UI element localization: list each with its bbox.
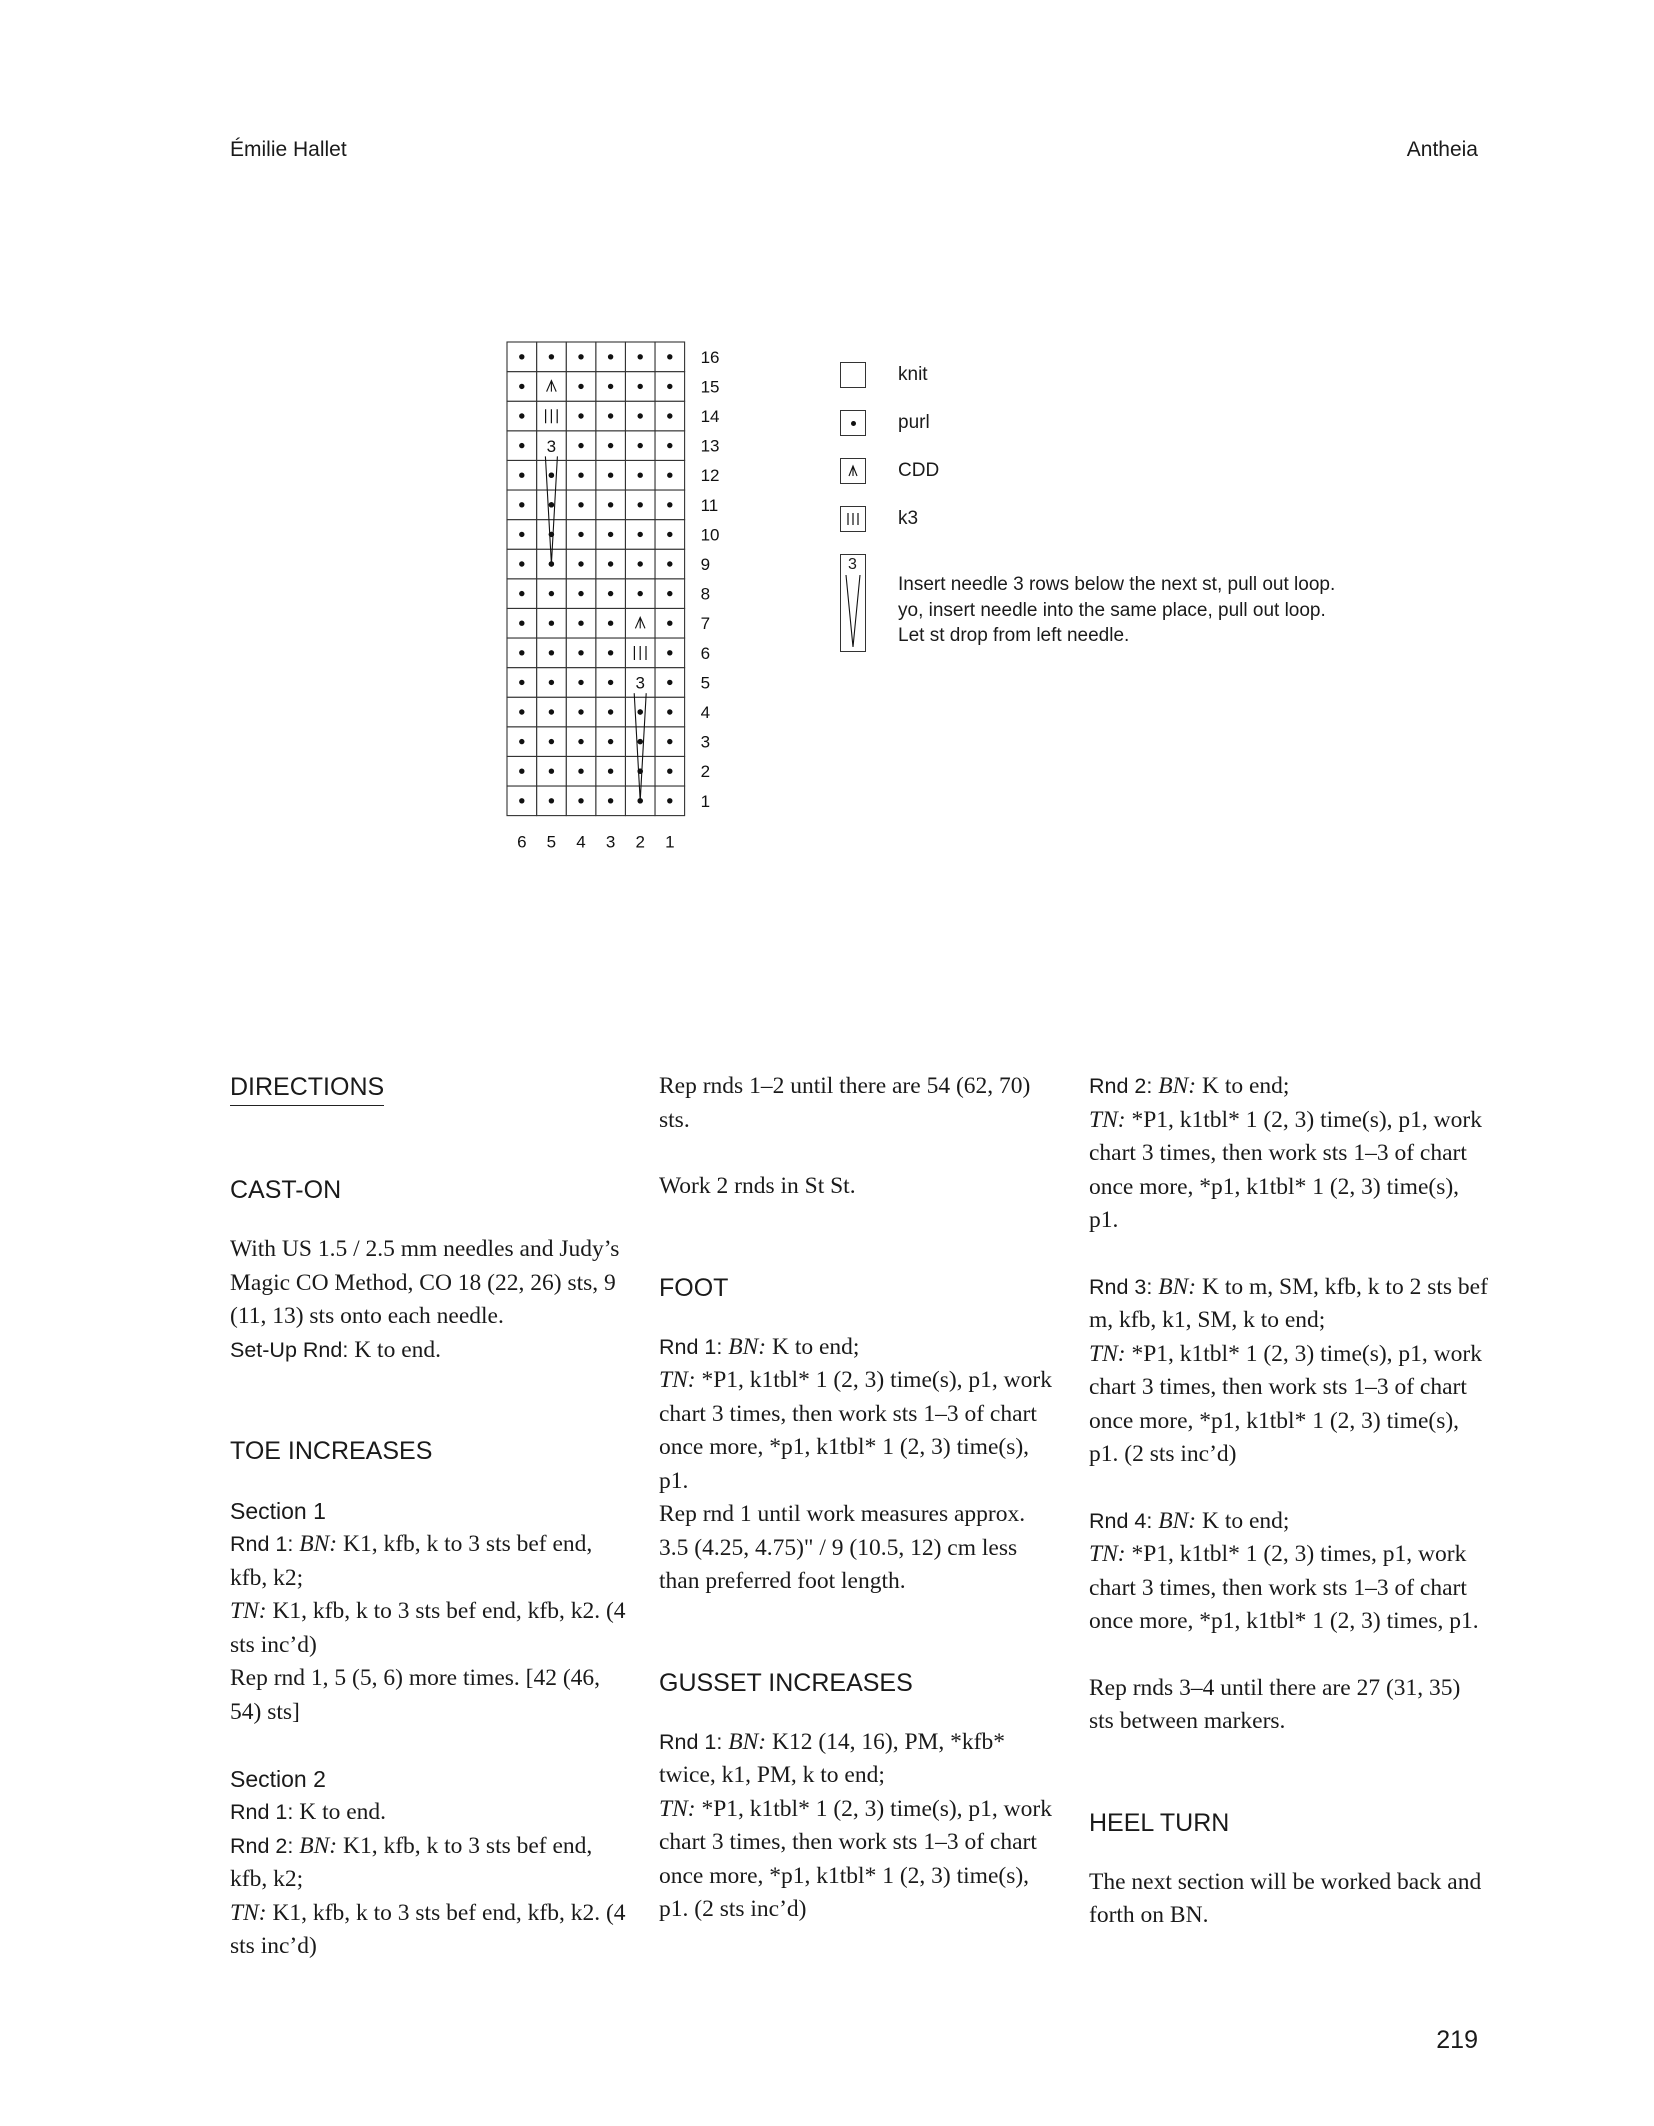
chart-column-number: 5 bbox=[546, 832, 557, 852]
chart-row-number: 1 bbox=[700, 791, 711, 811]
g-rnd4-bn-text: K to end; bbox=[1196, 1507, 1290, 1534]
purl-dot bbox=[519, 413, 524, 418]
drop-stitch-symbol-icon bbox=[840, 554, 866, 652]
chart-row-number: 9 bbox=[700, 555, 711, 574]
purl-dot bbox=[667, 561, 672, 566]
bn-label: BN: bbox=[728, 1728, 767, 1755]
purl-dot bbox=[549, 591, 554, 596]
bn-label: BN: bbox=[299, 1832, 338, 1859]
tn-label: TN: bbox=[1089, 1541, 1126, 1567]
g-repeat: Rep rnds 3–4 until there are 27 (31, 35) sts between markers. bbox=[1089, 1674, 1461, 1734]
purl-dot bbox=[578, 591, 583, 596]
g-rnd3-label: Rnd 3: bbox=[1089, 1274, 1153, 1299]
foot-rnd1-bn bbox=[659, 1331, 1059, 1365]
chart-row-number: 7 bbox=[700, 614, 711, 634]
chart-row-number: 3 bbox=[700, 732, 711, 752]
purl-dot bbox=[638, 443, 643, 448]
purl-dot bbox=[549, 354, 554, 359]
purl-dot bbox=[578, 413, 583, 418]
tn-label: TN: bbox=[230, 1598, 267, 1624]
s2-rnd1-text: K to end. bbox=[293, 1799, 387, 1825]
purl-dot bbox=[549, 769, 554, 774]
chart-row-number: 5 bbox=[700, 673, 711, 693]
purl-dot bbox=[578, 650, 583, 655]
bn-label: BN: bbox=[728, 1333, 767, 1360]
purl-dot bbox=[578, 502, 583, 507]
purl-dot bbox=[667, 769, 672, 774]
setup-round bbox=[230, 1334, 630, 1368]
purl-dot bbox=[608, 650, 613, 655]
purl-dot bbox=[608, 591, 613, 596]
g-rnd4-tn bbox=[1089, 1538, 1489, 1639]
purl-dot bbox=[638, 561, 643, 566]
purl-dot bbox=[608, 354, 613, 359]
purl-dot bbox=[638, 502, 643, 507]
purl-dot bbox=[667, 621, 672, 626]
legend-knit bbox=[840, 362, 928, 388]
legend-purl bbox=[840, 410, 930, 436]
purl-dot bbox=[608, 680, 613, 685]
s2-rnd2-tn bbox=[230, 1897, 630, 1964]
purl-dot bbox=[549, 680, 554, 685]
chart-grid bbox=[507, 342, 685, 816]
purl-dot bbox=[667, 413, 672, 418]
purl-dot bbox=[519, 621, 524, 626]
chart-row-number: 6 bbox=[700, 643, 711, 663]
legend-cdd bbox=[840, 458, 940, 484]
tn-label: TN: bbox=[659, 1795, 696, 1822]
legend-cdd-label: CDD bbox=[898, 460, 940, 481]
g-rnd3-tn-text: *P1, k1tbl* 1 (2, 3) time(s), p1, work chart 3 times, then work sts 1–3 of chart once more, *p1, k1tbl* 1 (2, 3) time(s), p1. (2 sts inc’d) bbox=[1089, 1340, 1482, 1467]
purl-dot bbox=[667, 384, 672, 389]
bn-label: BN: bbox=[1158, 1073, 1197, 1099]
purl-dot bbox=[608, 739, 613, 744]
purl-dot bbox=[578, 680, 583, 685]
purl-dot bbox=[578, 473, 583, 478]
purl-dot bbox=[578, 354, 583, 359]
purl-dot bbox=[638, 798, 643, 803]
chart-row-number: 10 bbox=[700, 525, 720, 545]
purl-dot bbox=[519, 680, 524, 685]
legend-k3-label: k3 bbox=[898, 508, 919, 529]
s1-rnd1-bn-text: K1, kfb, k to 3 sts bef end, kfb, k2; bbox=[230, 1531, 593, 1591]
legend-knit-label: knit bbox=[898, 364, 928, 385]
heel-turn-heading: HEEL TURN bbox=[1089, 1808, 1230, 1837]
stitch-chart bbox=[505, 340, 745, 860]
bn-label: BN: bbox=[1158, 1507, 1197, 1534]
purl-dot bbox=[608, 769, 613, 774]
tn-label: TN: bbox=[659, 1367, 696, 1393]
loop-marker-label: 3 bbox=[635, 673, 645, 693]
chart-row-number: 15 bbox=[700, 377, 720, 397]
purl-dot bbox=[638, 384, 643, 389]
s2-rnd2-label: Rnd 2: bbox=[230, 1833, 294, 1858]
g-rnd4-bn bbox=[1089, 1505, 1489, 1539]
work-rounds-text: Work 2 rnds in St St. bbox=[659, 1173, 856, 1199]
purl-dot bbox=[638, 739, 643, 744]
chart-row-number: 4 bbox=[700, 703, 711, 722]
purl-dot bbox=[549, 650, 554, 655]
foot-rnd1-label: Rnd 1: bbox=[659, 1334, 723, 1359]
section-1-heading: Section 1 bbox=[230, 1498, 326, 1524]
g-rnd2-tn-text: *P1, k1tbl* 1 (2, 3) time(s), p1, work chart 3 times, then work sts 1–3 of chart once more, *p1, k1tbl* 1 (2, 3) time(s), p1. bbox=[1089, 1106, 1482, 1233]
purl-dot bbox=[519, 443, 524, 448]
purl-dot bbox=[519, 502, 524, 507]
section-2-heading: Section 2 bbox=[230, 1766, 326, 1792]
purl-dot bbox=[608, 798, 613, 803]
purl-dot bbox=[638, 532, 643, 537]
chart-column-number: 6 bbox=[517, 832, 527, 852]
purl-dot bbox=[578, 532, 583, 537]
cdd-symbol-icon bbox=[840, 458, 866, 484]
chart-row-number: 8 bbox=[700, 584, 711, 604]
purl-dot bbox=[519, 798, 524, 803]
purl-dot bbox=[519, 591, 524, 596]
tn-label: TN: bbox=[1089, 1340, 1126, 1367]
purl-dot bbox=[638, 473, 643, 478]
foot-rnd1-bn-text: K to end; bbox=[766, 1333, 860, 1360]
purl-dot bbox=[608, 621, 613, 626]
purl-dot bbox=[549, 621, 554, 626]
purl-dot bbox=[667, 354, 672, 359]
pattern-title: Antheia bbox=[1406, 138, 1478, 161]
purl-dot bbox=[638, 709, 643, 714]
column-2 bbox=[659, 1070, 1059, 1927]
chart-row-number: 12 bbox=[700, 466, 720, 486]
legend-drop-stitch bbox=[840, 554, 1336, 652]
purl-dot bbox=[608, 413, 613, 418]
purl-dot bbox=[519, 532, 524, 537]
g-rnd4-tn-text: *P1, k1tbl* 1 (2, 3) times, p1, work chart 3 times, then work sts 1–3 of chart once more, *p1, k1tbl* 1 (2, 3) times, p1. bbox=[1089, 1541, 1479, 1634]
column-3 bbox=[1089, 1070, 1489, 1933]
purl-dot bbox=[638, 769, 643, 774]
chart-column-number: 3 bbox=[605, 832, 616, 852]
cast-on-text: With US 1.5 / 2.5 mm needles and Judy’s Magic CO Method, CO 18 (22, 26) sts, 9 (11, 13) sts onto each needle. bbox=[230, 1236, 620, 1329]
purl-dot bbox=[519, 561, 524, 566]
purl-dot bbox=[667, 709, 672, 714]
purl-dot bbox=[578, 769, 583, 774]
g-rnd3-bn-text: K to m, SM, kfb, k to 2 sts bef m, kfb, k1, SM, k to end; bbox=[1089, 1273, 1488, 1333]
purl-dot bbox=[519, 384, 524, 389]
g-rnd3-bn bbox=[1089, 1271, 1489, 1338]
purl-dot bbox=[608, 443, 613, 448]
chart-row-number: 14 bbox=[700, 407, 720, 426]
purl-dot bbox=[667, 473, 672, 478]
g-rnd3-tn bbox=[1089, 1338, 1489, 1472]
cast-on-heading: CAST-ON bbox=[230, 1176, 342, 1204]
gusset-rnd1-bn-text: K12 (14, 16), PM, *kfb* twice, k1, PM, k to end; bbox=[659, 1728, 1006, 1788]
s2-rnd1 bbox=[230, 1796, 630, 1830]
legend-purl-label: purl bbox=[898, 412, 930, 433]
purl-dot bbox=[608, 384, 613, 389]
chart-row-number: 13 bbox=[700, 436, 720, 456]
purl-dot bbox=[638, 413, 643, 418]
gusset-rnd1-tn bbox=[659, 1793, 1059, 1927]
purl-dot bbox=[667, 443, 672, 448]
s1-rnd1-label: Rnd 1: bbox=[230, 1532, 294, 1556]
purl-dot bbox=[578, 561, 583, 566]
purl-dot bbox=[667, 739, 672, 744]
chart-column-number: 4 bbox=[576, 832, 586, 852]
loop-marker-label: 3 bbox=[546, 436, 557, 456]
heel-turn-text: The next section will be worked back and forth on BN. bbox=[1089, 1868, 1482, 1928]
purl-dot bbox=[578, 739, 583, 744]
purl-dot bbox=[608, 709, 613, 714]
foot-repeat: Rep rnd 1 until work measures approx. 3.5 (4.25, 4.75)" / 9 (10.5, 12) cm less than preferred foot length. bbox=[659, 1501, 1026, 1594]
s2-rnd2-bn-text: K1, kfb, k to 3 sts bef end, kfb, k2; bbox=[230, 1832, 593, 1892]
knit-symbol-icon bbox=[840, 362, 866, 388]
purl-dot bbox=[667, 591, 672, 596]
page-number: 219 bbox=[1436, 2026, 1478, 2054]
purl-dot bbox=[667, 798, 672, 803]
s1-repeat: Rep rnd 1, 5 (5, 6) more times. [42 (46, 54) sts] bbox=[230, 1665, 601, 1725]
purl-dot bbox=[667, 650, 672, 655]
g-rnd2-bn-text: K to end; bbox=[1196, 1073, 1290, 1099]
purl-dot bbox=[578, 443, 583, 448]
chart-row-number: 2 bbox=[700, 762, 711, 782]
purl-dot bbox=[578, 798, 583, 803]
purl-dot bbox=[608, 473, 613, 478]
legend-drop-stitch-text: Insert needle 3 rows below the next st, pull out loop. yo, insert needle into the same place, pull out loop. Let st drop from left needle. bbox=[898, 574, 1336, 646]
purl-dot bbox=[549, 502, 554, 507]
s2-rnd2-tn-text: K1, kfb, k to 3 sts bef end, kfb, k2. (4 sts inc’d) bbox=[230, 1899, 626, 1959]
s1-rnd1-tn-text: K1, kfb, k to 3 sts bef end, kfb, k2. (4 sts inc’d) bbox=[230, 1598, 626, 1658]
chart-row-numbers bbox=[701, 348, 720, 811]
purl-symbol-icon bbox=[840, 410, 866, 436]
g-rnd2-label: Rnd 2: bbox=[1089, 1074, 1153, 1098]
purl-dot bbox=[549, 561, 554, 566]
chart-column-number: 2 bbox=[635, 832, 645, 852]
g-rnd2-tn bbox=[1089, 1104, 1489, 1238]
directions-heading: DIRECTIONS bbox=[230, 1070, 384, 1106]
gusset-increases-heading: GUSSET INCREASES bbox=[659, 1668, 913, 1697]
bn-label: BN: bbox=[299, 1531, 338, 1557]
purl-dot bbox=[549, 798, 554, 803]
g-rnd2-bn bbox=[1089, 1070, 1489, 1104]
legend-k3 bbox=[840, 506, 919, 532]
s2-rnd2-bn bbox=[230, 1830, 630, 1897]
s2-rnd1-label: Rnd 1: bbox=[230, 1800, 294, 1824]
purl-dot bbox=[608, 502, 613, 507]
purl-dot bbox=[638, 591, 643, 596]
chart-row-number: 11 bbox=[700, 495, 719, 515]
gusset-rnd1-bn bbox=[659, 1726, 1059, 1793]
purl-dot bbox=[549, 709, 554, 714]
foot-rnd1-tn-text: *P1, k1tbl* 1 (2, 3) time(s), p1, work chart 3 times, then work sts 1–3 of chart once more, *p1, k1tbl* 1 (2, 3) time(s), p1. bbox=[659, 1367, 1052, 1494]
purl-dot bbox=[549, 739, 554, 744]
s1-rnd1-bn bbox=[230, 1528, 630, 1595]
drop-stitch-glyph: 3 bbox=[848, 556, 857, 573]
purl-dot bbox=[667, 532, 672, 537]
purl-dot bbox=[519, 769, 524, 774]
s1-rnd1-tn bbox=[230, 1595, 630, 1662]
bn-label: BN: bbox=[1158, 1273, 1197, 1300]
purl-dot bbox=[578, 384, 583, 389]
toe-increases-heading: TOE INCREASES bbox=[230, 1437, 433, 1465]
gusset-rnd1-tn-text: *P1, k1tbl* 1 (2, 3) time(s), p1, work chart 3 times, then work sts 1–3 of chart once more, *p1, k1tbl* 1 (2, 3) time(s), p1. (2 sts inc’d) bbox=[659, 1795, 1052, 1922]
setup-label: Set-Up Rnd: bbox=[230, 1337, 349, 1362]
tn-label: TN: bbox=[1089, 1106, 1126, 1133]
purl-dot bbox=[638, 354, 643, 359]
tn-label: TN: bbox=[230, 1899, 267, 1926]
chart-column-number: 1 bbox=[665, 832, 675, 852]
purl-dot bbox=[549, 473, 554, 478]
k3-symbol-icon bbox=[840, 506, 866, 532]
gusset-rnd1-label: Rnd 1: bbox=[659, 1729, 723, 1754]
purl-dot bbox=[667, 680, 672, 685]
setup-text: K to end. bbox=[348, 1336, 441, 1363]
purl-dot bbox=[578, 709, 583, 714]
purl-dot bbox=[519, 709, 524, 714]
purl-dot bbox=[608, 532, 613, 537]
purl-dot bbox=[519, 473, 524, 478]
chart-column-numbers bbox=[517, 833, 674, 852]
purl-dot bbox=[578, 621, 583, 626]
purl-dot bbox=[519, 739, 524, 744]
purl-dot bbox=[519, 650, 524, 655]
chart-row-number: 16 bbox=[700, 347, 720, 367]
purl-dot bbox=[608, 561, 613, 566]
column-1 bbox=[230, 1070, 630, 1964]
purl-dot bbox=[549, 532, 554, 537]
foot-rnd1-tn bbox=[659, 1364, 1059, 1498]
foot-heading: FOOT bbox=[659, 1273, 729, 1302]
rep-rounds-text: Rep rnds 1–2 until there are 54 (62, 70) sts. bbox=[659, 1073, 1031, 1133]
author-name: Émilie Hallet bbox=[230, 138, 347, 161]
purl-dot bbox=[667, 502, 672, 507]
g-rnd4-label: Rnd 4: bbox=[1089, 1508, 1153, 1533]
purl-dot bbox=[519, 354, 524, 359]
